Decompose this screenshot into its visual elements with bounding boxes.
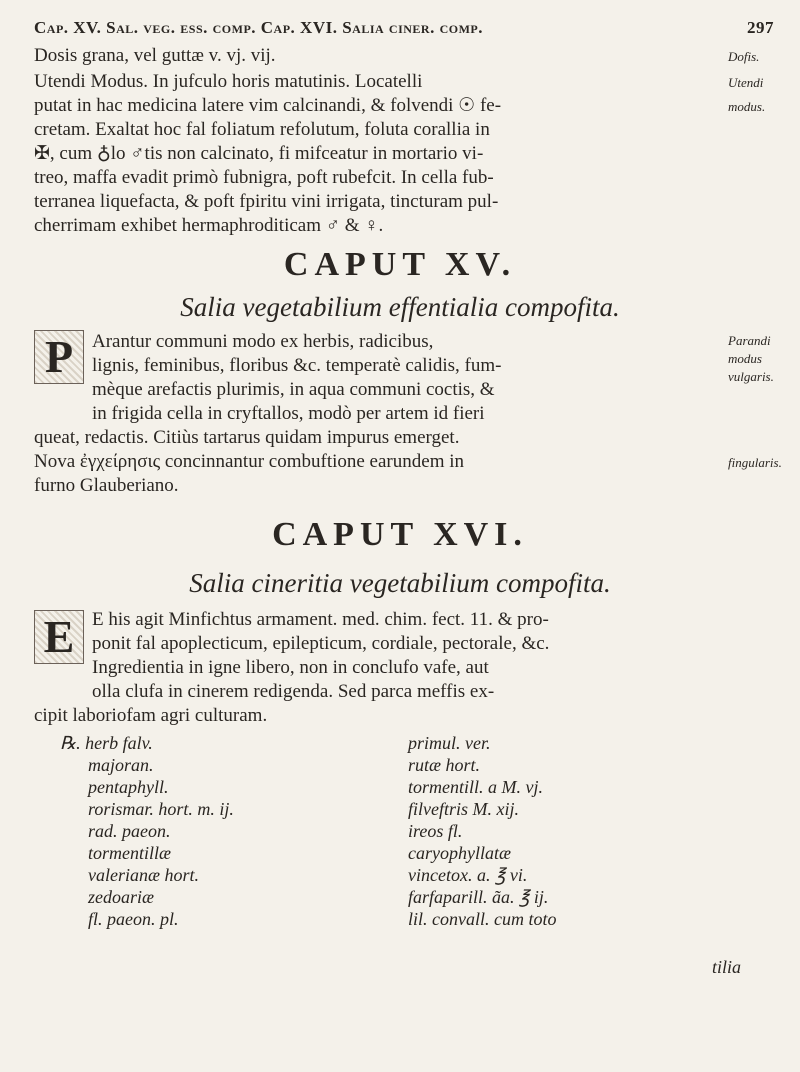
body-line: E his agit Minfichtus armament. med. chim. fect. 11. & pro-	[92, 609, 549, 630]
recipe-left-column	[60, 732, 234, 930]
recipe-ingredient: filveftris M. xij.	[408, 799, 519, 819]
recipe-ingredient: caryophyllatæ	[408, 843, 511, 863]
body-line: in frigida cella in cryftallos, modò per artem id fieri	[92, 403, 485, 424]
chapter-subtitle-16: Salia cineritia vegetabilium compofita.	[189, 568, 611, 598]
recipe-ingredient: farfaparill. ãa. ℥ ij.	[408, 887, 549, 907]
recipe-ingredient: lil. convall. cum toto	[408, 909, 557, 929]
body-line: Nova ἐγχείρησις concinnantur combuftione earundem in	[34, 451, 464, 472]
page-number: 297	[747, 18, 774, 37]
chapter-heading-16: CAPUT XVI.	[272, 516, 528, 553]
recipe-ingredient: rutæ hort.	[408, 755, 481, 775]
recipe-ingredient: ireos fl.	[408, 821, 463, 841]
body-line: lignis, feminibus, floribus &c. temperatè calidis, fum-	[92, 355, 502, 376]
body-line: cherrimam exhibet hermaphroditicam ♂ & ♀.	[34, 215, 384, 236]
recipe-ingredient: majoran.	[88, 755, 154, 775]
body-line: cretam. Exaltat hoc fal foliatum refolutum, foluta corallia in	[34, 119, 490, 140]
body-line: queat, redactis. Citiùs tartarus quidam impurus emerget.	[34, 427, 460, 448]
margin-note-utendi: Utendi	[728, 75, 764, 90]
body-line: olla clufa in cinerem redigenda. Sed parca meffis ex-	[92, 681, 495, 702]
recipe-ingredient: rorismar. hort. m. ij.	[88, 799, 234, 819]
margin-note-vulgaris: vulgaris.	[728, 369, 774, 384]
header-text: Cap. XV. Sal. veg. ess. comp. Cap. XVI. Salia ciner. comp.	[34, 18, 484, 37]
recipe-ingredient: vincetox. a. ℥ vi.	[408, 865, 528, 885]
recipe-ingredient: fl. paeon. pl.	[88, 909, 179, 929]
decorated-initial: E	[34, 610, 84, 664]
body-line: Arantur communi modo ex herbis, radicibus,	[92, 331, 434, 352]
body-line: ✠, cum ♁lo ♂tis non calcinato, fi mifceatur in mortario vi-	[34, 143, 484, 164]
catchword: tilia	[712, 957, 742, 977]
margin-note-fingularis: fingularis.	[728, 455, 782, 470]
margin-note-dosis: Dofis.	[728, 49, 760, 64]
recipe-right-column	[408, 732, 556, 930]
body-line: terranea liquefacta, & poft fpiritu vini irrigata, tincturam pul-	[34, 191, 499, 212]
recipe-ingredient: valerianæ hort.	[88, 865, 199, 885]
margin-note-modus2: modus	[728, 351, 762, 366]
body-line: ponit fal apoplecticum, epilepticum, cordiale, pectorale, &c.	[92, 633, 550, 654]
body-line: treo, maffa evadit primò fubnigra, poft rubefcit. In cella fub-	[34, 167, 494, 188]
running-header	[34, 18, 774, 38]
decorated-initial: P	[34, 330, 84, 384]
recipe-ingredient: tormentillæ	[88, 843, 172, 863]
recipe-ingredient: ℞. herb falv.	[60, 733, 153, 753]
chapter-heading-15: CAPUT XV.	[283, 246, 517, 283]
body-line: Ingredientia in igne libero, non in conclufo vafe, aut	[92, 657, 489, 678]
dosis-line: Dosis grana, vel guttæ v. vj. vij.	[34, 45, 276, 66]
body-line: mèque arefactis plurimis, in aqua communi coctis, &	[92, 379, 495, 400]
body-line: Utendi Modus. In jufculo horis matutinis. Locatelli	[34, 71, 423, 92]
body-line: putat in hac medicina latere vim calcinandi, & folvendi ☉ fe-	[34, 95, 502, 116]
body-line: furno Glauberiano.	[34, 475, 179, 496]
margin-note-modus: modus.	[728, 99, 766, 114]
recipe-ingredient: tormentill. a M. vj.	[408, 777, 543, 797]
recipe-ingredient: pentaphyll.	[88, 777, 169, 797]
chapter-subtitle-15: Salia vegetabilium effentialia compofita.	[180, 292, 620, 322]
recipe-ingredient: zedoariæ	[88, 887, 155, 907]
margin-note-parandi: Parandi	[728, 333, 771, 348]
recipe-ingredient: primul. ver.	[408, 733, 491, 753]
recipe-ingredient: rad. paeon.	[88, 821, 171, 841]
body-line: cipit laboriofam agri culturam.	[34, 705, 268, 726]
